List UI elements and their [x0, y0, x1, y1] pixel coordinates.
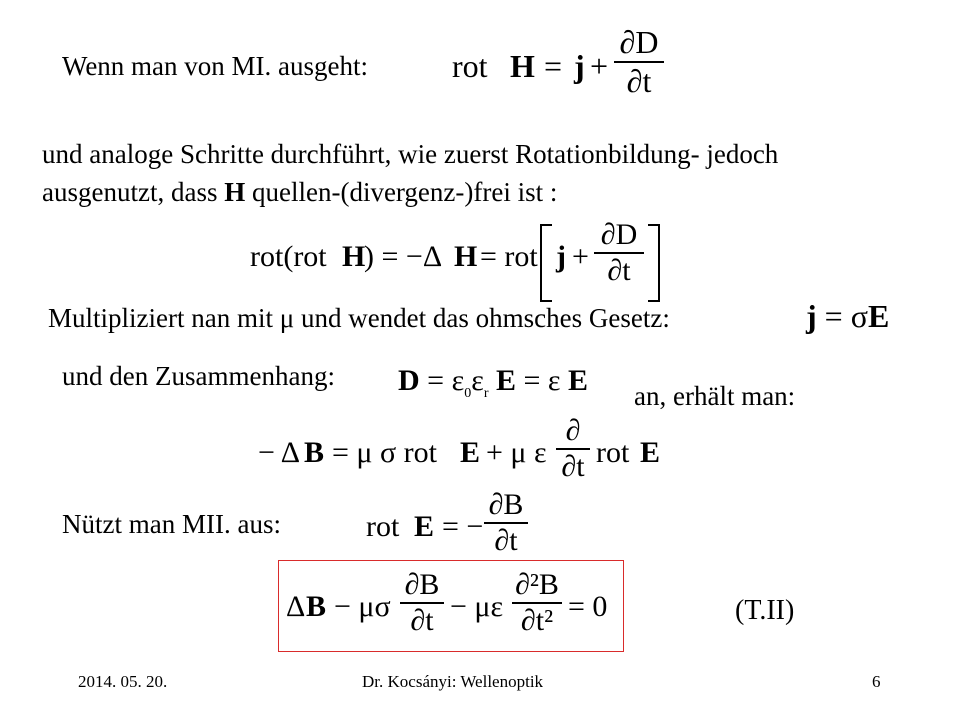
text-line-zusammenhang: und den Zusammenhang: — [62, 361, 335, 391]
eq-fraction — [556, 414, 590, 484]
eq-text: Δ — [286, 590, 306, 623]
equation-wave — [286, 566, 616, 646]
eq-symbol: E — [640, 436, 661, 469]
eq-fraction — [484, 488, 528, 558]
eq-denominator: ∂t² — [520, 604, 554, 637]
eq-text: + — [590, 48, 609, 84]
eq-text: + — [572, 240, 589, 273]
equation-maxwell-1 — [452, 24, 672, 114]
equation-ohm — [806, 298, 906, 338]
footer-title: Dr. Kocsányi: Wellenoptik — [362, 672, 544, 691]
eq-symbol: E — [414, 510, 435, 543]
equation-label: (T.II) — [735, 595, 795, 626]
eq-numerator: ∂D — [600, 218, 638, 251]
eq-text: − με — [450, 590, 504, 623]
eq-text: rot — [366, 510, 400, 543]
equation-rot-rot — [250, 216, 670, 302]
text-fragment: ausgenutzt, dass — [42, 177, 225, 207]
eq-symbol: j — [556, 240, 566, 273]
eq-text: = — [544, 48, 563, 84]
text-line-erhaelt: an, erhält man: — [634, 381, 796, 411]
eq-bracket-right — [648, 224, 660, 302]
eq-symbol: D — [398, 364, 420, 397]
eq-subscript: 0 — [464, 386, 472, 401]
eq-symbol: j — [574, 48, 585, 84]
eq-denominator: ∂t — [607, 254, 631, 287]
eq-text: ) = −Δ — [364, 240, 443, 273]
text-line-multipliziert: Multipliziert nan mit μ und wendet das ohmsches Gesetz: — [48, 303, 670, 333]
eq-fraction — [594, 218, 644, 288]
eq-denominator: ∂t — [494, 524, 518, 557]
eq-numerator: ∂ — [565, 414, 581, 447]
text-line-ausgenutzt — [42, 176, 557, 208]
eq-text: − μσ — [334, 590, 391, 623]
eq-text: rot(rot — [250, 240, 327, 273]
eq-symbol: E — [495, 364, 516, 397]
eq-symbol: B — [304, 436, 325, 469]
eq-denominator: ∂t — [561, 450, 585, 483]
eq-text: = ε — [523, 364, 561, 397]
text-line-mii: Nützt man MII. aus: — [62, 509, 281, 539]
eq-symbol: E — [867, 298, 890, 334]
equation-dielectric — [398, 364, 618, 408]
eq-numerator: ∂²B — [515, 568, 559, 601]
eq-fraction — [614, 24, 664, 100]
eq-symbol: H — [510, 48, 535, 84]
eq-text: + μ ε — [486, 436, 547, 469]
eq-text: = − — [442, 510, 484, 543]
eq-bracket-left — [540, 224, 552, 302]
eq-text: rot — [452, 48, 488, 84]
eq-text: σ — [850, 298, 868, 334]
eq-text: = rot — [480, 240, 538, 273]
eq-symbol: H — [342, 240, 366, 273]
eq-symbol: H — [454, 240, 478, 273]
text-line-mi: Wenn man von MI. ausgeht: — [62, 51, 369, 81]
equation-maxwell-2 — [366, 486, 536, 566]
eq-text: − Δ — [258, 436, 301, 469]
eq-numerator: ∂D — [619, 24, 659, 60]
eq-denominator: ∂t — [410, 604, 434, 637]
eq-symbol: E — [568, 364, 589, 397]
eq-text: rot — [596, 436, 630, 469]
eq-text: ε — [471, 364, 484, 397]
eq-denominator: ∂t — [626, 63, 652, 99]
footer-page-number: 6 — [872, 672, 881, 691]
text-fragment: quellen-(divergenz-)frei ist : — [245, 177, 558, 207]
text-fragment-bold: H — [224, 177, 246, 207]
eq-numerator: ∂B — [488, 488, 524, 521]
eq-text: = — [824, 298, 843, 334]
eq-symbol: E — [460, 436, 481, 469]
eq-subscript: r — [483, 386, 489, 401]
text-line-analoge: und analoge Schritte durchführt, wie zuerst Rotationbildung- jedoch — [42, 139, 779, 169]
eq-text: = ε — [427, 364, 465, 397]
eq-numerator: ∂B — [404, 568, 440, 601]
eq-text: = 0 — [568, 590, 608, 623]
eq-fraction — [512, 568, 562, 638]
footer-date: 2014. 05. 20. — [78, 672, 168, 691]
eq-text: = μ σ rot — [332, 436, 437, 469]
eq-symbol: j — [806, 298, 817, 334]
eq-symbol: B — [306, 590, 327, 623]
eq-fraction — [400, 568, 444, 638]
